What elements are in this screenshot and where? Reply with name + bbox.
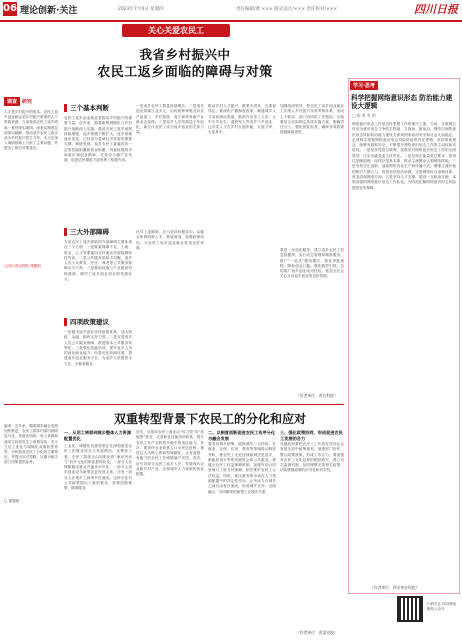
article2-subhead-3: 三、强化政策协同，形成促进农民工发展的合力 bbox=[280, 430, 343, 441]
article2-note-text: 编者：近年来，随着城乡融合发展加快推进，农民工群体内部出现明显分化，其就业结构、收入来源和流动方向均发生了深刻变化。本文立足工业化与城镇化双重转型背景，分析我省农民工分化的主要特征，并提出应对思路，以期为相关部门决策提供参考。 bbox=[4, 424, 58, 465]
qr-code-icon[interactable] bbox=[397, 596, 423, 622]
section-heading-2: 三大外部障碍 bbox=[64, 228, 109, 236]
intro-tag-2: 研究 bbox=[22, 99, 33, 105]
article1-col2b: 针对上述障碍，应当坚持问题导向，从健全体制机制入手，系统谋划，加强政策协同，为农民工返乡创业就业营造良好环境。 bbox=[136, 230, 204, 250]
article1-col4b: 要进一步优化服务，建立返乡农民工信息数据库，实行动态管理和精准服务。推广“一站式”服务模式，简化审批流程，降低创业门槛。强化典型引领，总结推广返乡创业成功经验，营造全社会关心支持返乡创业的良好氛围。 bbox=[280, 248, 344, 279]
article1-col3: 推动乡村人才振兴，既要引进来，也要留得住。要深化户籍制度改革，畅通城乡人才双向流动渠道，鼓励外出务工人员、大中专毕业生、退役军人等返乡下乡创业，让各类人才在乡村大施所能、大展才华、大显身手。 bbox=[208, 104, 276, 135]
article2-note-author: □ 课题组 bbox=[4, 499, 20, 503]
article2-col3: 要坚持城乡统筹，破除城乡二元结构，在就业、社保、住房、教育等领域推动制度并轨，使农民工无论选择留城还是返乡，都能获得平等的发展机会和公共服务。要健全农民工权益保障机制，加强劳动合同管理与工资支付保障，依法维护农民工合法权益。同时，要注重发挥市场在人力资源配置中的决定性作用，让劳动力在城乡之间自由有序流动，形成城乡互补、全面融合、共同繁荣的新型工农城乡关系。 bbox=[208, 442, 276, 494]
section-heading-3: 四项政策建议 bbox=[64, 318, 109, 326]
intro-sidebar bbox=[4, 88, 58, 269]
right-column-tail-author: （作者单位：四川省社科院） bbox=[370, 585, 420, 590]
column-banner: 关心关爱农民工 bbox=[122, 24, 230, 37]
article1-col4a: 加强组织领导，把农民工返乡创业就业工作纳入乡村振兴实绩考核体系，形成上下联动、部门协同的工作格局。各地要结合实际制定具体实施方案，明确责任分工，强化督促检查，确保各项政策措施落地见效。 bbox=[280, 104, 344, 135]
article2-col1: 工业化、城镇化双重转型正在深刻改变农民工的就业形态与发展路径。从整体上看，农民工群体正由同质化的“流动劳动力”向多元化的职业群体转变，一部分人在城镇稳定就业并逐步市民化，一部分人返乡创业成为新型农业经营主体，还有一部分人在城乡之间季节性流动。这种分化对公共政策提出了新的要求，需要因群施策、精准服务。 bbox=[64, 444, 132, 491]
article1-author: （作者单位：省社科院） bbox=[296, 393, 338, 398]
right-column-author: □ 杨 勇 李 明 bbox=[352, 113, 376, 118]
page-number: 06 bbox=[3, 3, 17, 14]
page-header bbox=[0, 0, 462, 22]
newspaper-masthead: 四川日报 bbox=[414, 3, 458, 16]
article1-col1a: 农民工返乡创业就业是推动乡村振兴的重要力量。近年来，随着新型城镇化与乡村振兴战略深入实施，我省农民工返乡意愿持续增强，返乡规模不断扩大，返乡领域逐步拓宽，已经成为县域经济发展的重要支撑。调研发现，返乡农民工普遍具有一定的技能积累和资金积累，具备较强的市场意识和创业精神，在带动当地产业发展、促进农民增收方面发挥了积极作用。 bbox=[64, 116, 132, 163]
issue-date: 2023年7月4日 星期四 bbox=[118, 7, 164, 12]
main-title-line2: 农民工返乡面临的障碍与对策 bbox=[97, 65, 273, 80]
section-divider bbox=[4, 404, 344, 405]
article1-col1c: 一是健全返乡创业扶持政策体系，加大财政、金融、税收支持力度；二是完善返乡人员公共服务保障，推进基本公共服务均等化；三是强化技能培训，提升返乡人员的创业就业能力；四是优化营商环境，搭建返乡创业服务平台，为返乡人员提供全方位、全链条服务。 bbox=[64, 330, 132, 366]
article1-col1b: 当前农民工返乡面临的外部障碍主要体现在三个方面：一是要素保障不足，土地、资金、人才等要素向农村流动仍面临制度性约束；二是公共服务供给不均衡，返乡人员子女教育、医疗、养老等公共服务保障水平不高；三是基础设施与产业配套仍较薄弱，制约了返乡创业项目的发展壮大。 bbox=[64, 240, 132, 282]
article1-col2a: 一是返乡农民工数量持续增长。二是返乡创业领域日益多元，由传统种养殖业向农产品加工、乡村旅游、电子商务等新产业新业态延伸。三是返乡人员结构趋于年轻化，新生代农民工成为返乡创业的主体力量。 bbox=[136, 104, 204, 135]
article2-col2: 首先，应推动农民工就业由“体力型”向“技能型”转变，完善职业技能培训体系，提升农民工在产业转型升级中的适应能力。其次，要加快农业转移人口市民化进程，推进以人为核心的新型城镇化，让有意愿、有能力的农民工在城镇落户安居。再次，应引导部分农民工返乡入乡，发展现代农业和乡村产业，实现城乡人力资源的优化配置。 bbox=[136, 430, 204, 477]
right-column-title: 科学把握网络意识形态 防治能力建设大逻辑 bbox=[351, 94, 453, 111]
editor-credits: 责任编辑/黄 ××× 版式设计/××× 责任校对/××× bbox=[236, 7, 338, 12]
article2-col4: 各级政府要把农民工工作放在经济社会发展全局中统筹谋划，加强部门协作，整合政策资源，形成工作合力。要加强对农民工分化趋势的跟踪研究，建立动态监测机制，及时调整完善相关政策，切实增强政策的针对性和有效性。 bbox=[280, 442, 344, 473]
section-heading-1: 三个基本判断 bbox=[64, 104, 109, 112]
article2-subhead-1: 一、从用工转移到城乡整体人力资源配置优化 bbox=[64, 430, 132, 441]
right-column-text: 网络意识形态工作是宣传思想工作的重中之重。当前，互联网已经成为意识形态斗争的主阵地、主战场、最前沿，网络空间的意识形态风险防治能力建设关系到国家政治安全和社会大局稳定。必须科学把握网络意识形态风险防治的内在逻辑，坚持系统观念，统筹发展和安全，不断提升网络意识形态工作的主动权和话语权。一是坚持党管互联网，加强党对网络意识形态工作的全面领导，压实各级党委主体责任。二是坚持正能量是总要求、管得住是硬道理、用得好是真本事，推动主流舆论占领网络阵地。三是坚持守正创新，创新网络内容生产和传播方式，增强主流价值的吸引力感召力。四是坚持依法治网，完善网络综合治理体系，营造清朗网络空间。五是坚持人才支撑，建设一支政治过硬、本领高强的网络意识形态工作队伍，为防范化解网络意识形态风险提供坚实保障。 bbox=[352, 122, 456, 190]
intro-author: □四川省社科院 课题组 bbox=[4, 264, 41, 268]
intro-tag: 调查 bbox=[4, 97, 20, 106]
article2-editor-note bbox=[4, 424, 58, 504]
intro-text: 人才是乡村振兴的根本，农民工返乡创业就业是乡村振兴重要的人力资源来源。当前我省农民工返乡面临一系列现实障碍，亟需从制度层面加以破解，推动返乡农民工真正成为乡村振兴的生力军。本文在深入调研基础上分析了主要问题，并提出了相应对策建议。 bbox=[4, 110, 58, 151]
qr-caption: 扫码关注 四川理论 微信公众号 bbox=[427, 602, 457, 611]
article2-title: 双重转型背景下农民工的分化和应对 bbox=[113, 412, 306, 426]
right-column-tag: 学习·思考 bbox=[350, 81, 378, 90]
section-name: 理论创新·关注 bbox=[20, 6, 78, 16]
article2-subhead-2: 二、以制度创新促进农民工有序分化与融合发展 bbox=[208, 430, 276, 441]
main-title-line1: 我省乡村振兴中 bbox=[139, 47, 231, 62]
article2-author: （作者单位：省委党校） bbox=[296, 630, 338, 635]
